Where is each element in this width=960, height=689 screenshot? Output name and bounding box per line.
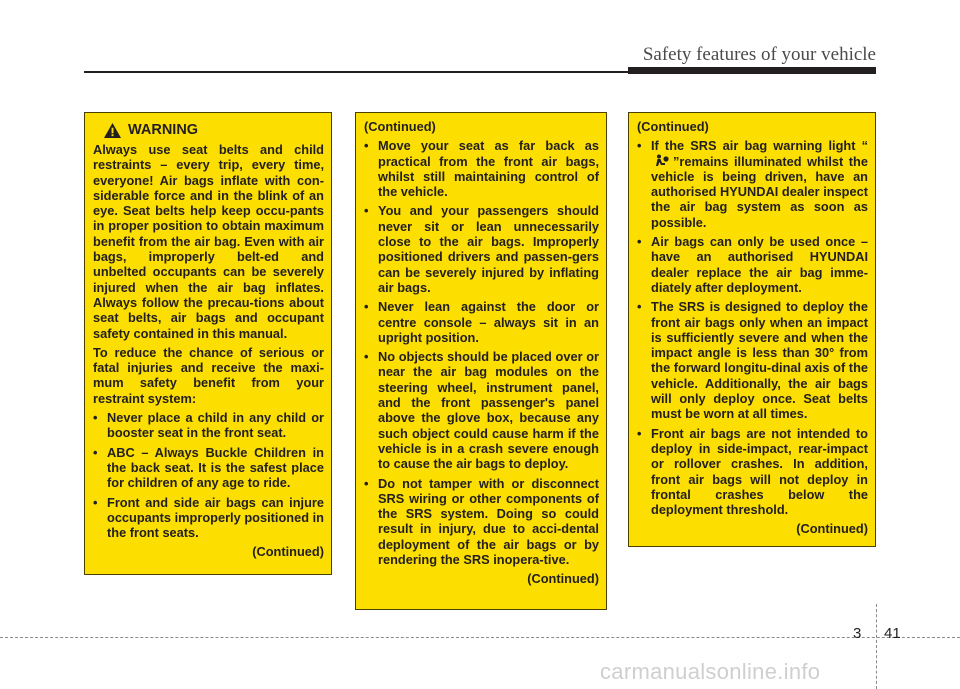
bullet-text: Air bags can only be used once – have an authorised HYUNDAI dealer replace the air bag imme-diately after deployment. xyxy=(651,234,868,295)
page-number: 41 xyxy=(884,625,901,642)
warning-paragraph: Always use seat belts and child restraints – every trip, every time, everyone! Air bags inflate with con-siderable force and in the blink of an eye. Seat belts help keep occu-pants in proper position to obtain maximum benefit from the air bag. Even with air bags, improperly belt-ed and unbelted occupants can be severely injured when the air bag inflates. Always follow the precau-tions about seat belts, air bags and occupant safety contained in this manual. xyxy=(93,142,324,341)
bullet-item xyxy=(364,349,599,471)
warning-panel xyxy=(84,112,332,575)
bullet-item xyxy=(637,138,868,230)
continued-label: (Continued) xyxy=(527,571,599,587)
bullet-text: No objects should be placed over or near the air bag modules on the steering wheel, instrument panel, and the front passenger's panel above the glove box, because any such object could cause harm if the vehicle is in a crash severe enough to cause the air bags to deploy. xyxy=(378,349,599,472)
bullet-dot: • xyxy=(364,203,369,219)
bullet-text: Front air bags are not intended to deploy in side-impact, rear-impact or rollover crashes. In addition, front air bags will not deploy in frontal crashes below the deployment threshold. xyxy=(651,425,868,518)
header-rule-thick xyxy=(628,67,876,74)
bullet-item xyxy=(364,476,599,568)
footer-dashed-rule xyxy=(0,637,960,638)
bullet-dot: • xyxy=(93,494,98,510)
header-rule-thin xyxy=(84,71,629,73)
bullet-dot: • xyxy=(364,138,369,154)
watermark-text: carmanualsonline.info xyxy=(600,659,821,684)
bullet-dot: • xyxy=(637,299,642,315)
bullet-item xyxy=(637,299,868,421)
continued-label: (Continued) xyxy=(796,521,868,537)
bullet-text: The SRS is designed to deploy the front air bags only when an impact is sufficiently severe and when the impact angle is less than 30° from the forward longitu-dinal axis of the vehicle. Additionally, the air bags will only deploy once. Seat belts must be worn at all times. xyxy=(651,299,868,422)
bullet-dot: • xyxy=(364,299,369,315)
bullet-text-start: If the SRS air bag warning light “ xyxy=(651,138,868,154)
bullet-text-end: ”remains illuminated whilst the vehicle is being driven, have an authorised HYUNDAI dealer inspect the air bag system as soon as possible. xyxy=(651,153,868,230)
warning-panel-continued xyxy=(628,112,876,547)
bullet-item xyxy=(364,299,599,345)
warning-panel-continued xyxy=(355,112,607,610)
warning-paragraph: To reduce the chance of serious or fatal injuries and receive the maxi-mum safety benefit from your restraint system: xyxy=(93,344,324,406)
warning-heading xyxy=(103,122,324,139)
bullet-dot: • xyxy=(364,475,369,491)
bullet-dot: • xyxy=(93,410,98,426)
bullet-text: Front and side air bags can injure occupants improperly positioned in the front seats. xyxy=(107,494,324,541)
continued-label: (Continued) xyxy=(252,544,324,560)
warning-triangle-icon xyxy=(103,122,122,139)
bullet-item xyxy=(93,445,324,491)
footer-vertical-dashed-rule xyxy=(876,604,877,689)
bullet-text: Never lean against the door or centre console – always sit in an upright position. xyxy=(378,299,599,345)
bullet-dot: • xyxy=(93,444,98,460)
bullet-dot: • xyxy=(364,349,369,365)
page-header-title: Safety features of your vehicle xyxy=(642,44,876,65)
bullet-text: ABC – Always Buckle Children in the back seat. It is the safest place for children of any age to ride. xyxy=(107,444,324,491)
continued-top-label: (Continued) xyxy=(364,119,436,134)
bullet-item xyxy=(93,495,324,541)
bullet-text: Move your seat as far back as practical from the front air bags, whilst still maintaining control of the vehicle. xyxy=(378,138,599,200)
airbag-warning-light-icon xyxy=(655,154,669,168)
bullet-item xyxy=(637,234,868,295)
bullet-item xyxy=(364,203,599,295)
bullet-dot: • xyxy=(637,138,642,154)
bullet-item xyxy=(364,138,599,199)
bullet-text: Do not tamper with or disconnect SRS wiring or other components of the SRS system. Doing so could result in injury, due to acci-dental deployment of the air bags or by rendering the SRS inopera-tive. xyxy=(378,475,599,568)
bullet-dot: • xyxy=(637,234,642,250)
bullet-text: Never place a child in any child or booster seat in the front seat. xyxy=(107,410,324,441)
bullet-item xyxy=(637,426,868,518)
continued-top-label: (Continued) xyxy=(637,119,709,134)
page-chapter-number: 3 xyxy=(853,625,862,642)
warning-label: WARNING xyxy=(128,121,199,138)
bullet-item xyxy=(93,410,324,441)
bullet-text: You and your passengers should never sit or lean unnecessarily close to the air bags. Improperly positioned drivers and passen-gers can be severely injured by inflating air bags. xyxy=(378,203,599,295)
bullet-dot: • xyxy=(637,425,642,441)
